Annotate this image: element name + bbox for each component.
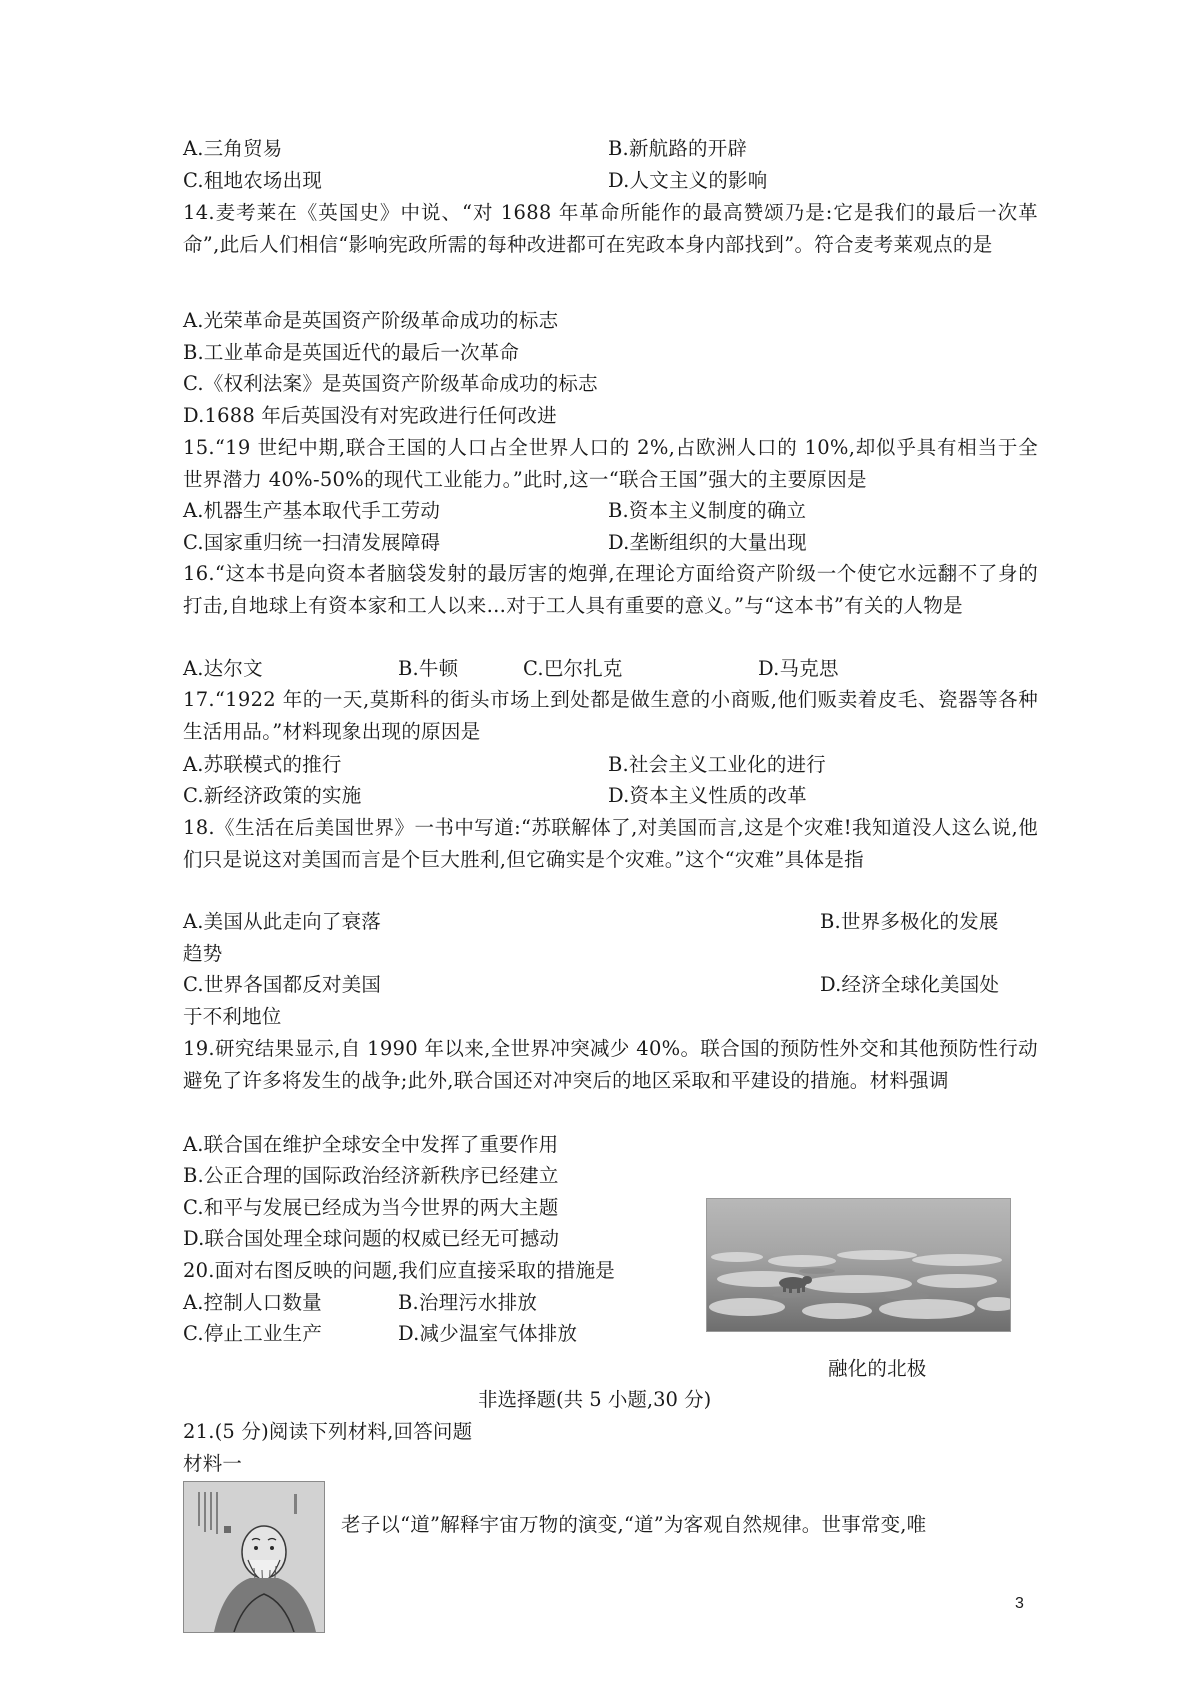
q19-stem: 19.研究结果显示,自 1990 年以来,全世界冲突减少 40%。联合国的预防性外交和其他预防性行动避免了许多将发生的战争;此外,联合国还对冲突后的地区采取和平建设的措施。材料强调 xyxy=(183,1037,1038,1092)
q16-option-a: A.达尔文 xyxy=(183,657,263,680)
q19-option-b: B.公正合理的国际政治经济新秩序已经建立 xyxy=(183,1164,559,1187)
laozi-portrait xyxy=(183,1481,325,1633)
q14-option-a: A.光荣革命是英国资产阶级革命成功的标志 xyxy=(183,309,559,332)
q15-option-d: D.垄断组织的大量出现 xyxy=(608,531,807,554)
q17-option-d: D.资本主义性质的改革 xyxy=(608,784,807,807)
q13-option-c: C.租地农场出现 xyxy=(183,169,323,192)
q14-option-b: B.工业革命是英国近代的最后一次革命 xyxy=(183,341,520,364)
q18-option-a: A.美国从此走向了衰落 xyxy=(183,910,381,933)
q16-stem: 16.“这本书是向资本者脑袋发射的最厉害的炮弹,在理论方面给资产阶级一个使它水远翻不了身的打击,自地球上有资本家和工人以来…对于工人具有重要的意义。”与“这本书”有关的人物是 xyxy=(183,562,1038,617)
q20-option-b: B.治理污水排放 xyxy=(398,1291,538,1314)
q13-option-a: A.三角贸易 xyxy=(183,137,283,160)
q15-stem: 15.“19 世纪中期,联合王国的人口占全世界人口的 2%,占欧洲人口的 10%,却似乎具有相当于全世界潜力 40%-50%的现代工业能力。”此时,这一“联合王国”强大的主要原因是 xyxy=(183,436,1038,491)
q15-option-c: C.国家重归统一扫清发展障碍 xyxy=(183,531,441,554)
q16-option-b: B.牛顿 xyxy=(398,657,459,680)
section-title: 非选择题(共 5 小题,30 分) xyxy=(478,1388,712,1411)
q13-option-b: B.新航路的开辟 xyxy=(608,137,748,160)
q20-option-a: A.控制人口数量 xyxy=(183,1291,322,1314)
q13-option-d: D.人文主义的影响 xyxy=(608,169,768,192)
q20-option-c: C.停止工业生产 xyxy=(183,1322,323,1345)
q18-option-b-continued: 趋势 xyxy=(183,942,223,965)
q14-stem: 14.麦考莱在《英国史》中说、“对 1688 年革命所能作的最高赞颂乃是:它是我们的最后一次革命”,此后人们相信“影响宪政所需的每种改进都可在宪政本身内部找到”。符合麦考莱观点的是 xyxy=(183,201,1038,256)
q19-option-a: A.联合国在维护全球安全中发挥了重要作用 xyxy=(183,1133,559,1156)
q18-option-b: B.世界多极化的发展 xyxy=(820,910,999,933)
q17-stem: 17.“1922 年的一天,莫斯科的街头市场上到处都是做生意的小商贩,他们贩卖着皮毛、瓷器等各种生活用品。”材料现象出现的原因是 xyxy=(183,688,1038,743)
q17-option-c: C.新经济政策的实施 xyxy=(183,784,362,807)
page-number: 3 xyxy=(1015,1595,1024,1612)
photo-caption: 融化的北极 xyxy=(828,1357,927,1380)
melting-arctic-photo xyxy=(706,1198,1011,1332)
q16-option-c: C.巴尔扎克 xyxy=(523,657,623,680)
q16-option-d: D.马克思 xyxy=(758,657,839,680)
q17-option-a: A.苏联模式的推行 xyxy=(183,753,342,776)
q21-material-label: 材料一 xyxy=(183,1452,243,1475)
q19-option-d: D.联合国处理全球问题的权威已经无可撼动 xyxy=(183,1227,560,1250)
q15-option-b: B.资本主义制度的确立 xyxy=(608,499,807,522)
q21-material-text: 老子以“道”解释宇宙万物的演变,“道”为客观自然规律。世事常变,唯 xyxy=(341,1513,927,1536)
q21-stem: 21.(5 分)阅读下列材料,回答问题 xyxy=(183,1420,473,1443)
q15-option-a: A.机器生产基本取代手工劳动 xyxy=(183,499,441,522)
q19-option-c: C.和平与发展已经成为当今世界的两大主题 xyxy=(183,1196,559,1219)
q18-option-c: C.世界各国都反对美国 xyxy=(183,973,382,996)
q14-option-c: C.《权利法案》是英国资产阶级革命成功的标志 xyxy=(183,372,598,395)
q18-option-d-continued: 于不利地位 xyxy=(183,1005,282,1028)
q20-option-d: D.减少温室气体排放 xyxy=(398,1322,578,1345)
q18-option-d: D.经济全球化美国处 xyxy=(820,973,1000,996)
q20-stem: 20.面对右图反映的问题,我们应直接采取的措施是 xyxy=(183,1259,616,1282)
q17-option-b: B.社会主义工业化的进行 xyxy=(608,753,826,776)
q14-option-d: D.1688 年后英国没有对宪政进行任何改进 xyxy=(183,404,557,427)
q18-stem: 18.《生活在后美国世界》一书中写道:“苏联解体了,对美国而言,这是个灾难!我知道没人这么说,他们只是说这对美国而言是个巨大胜利,但它确实是个灾难。”这个“灾难”具体是指 xyxy=(183,816,1038,871)
